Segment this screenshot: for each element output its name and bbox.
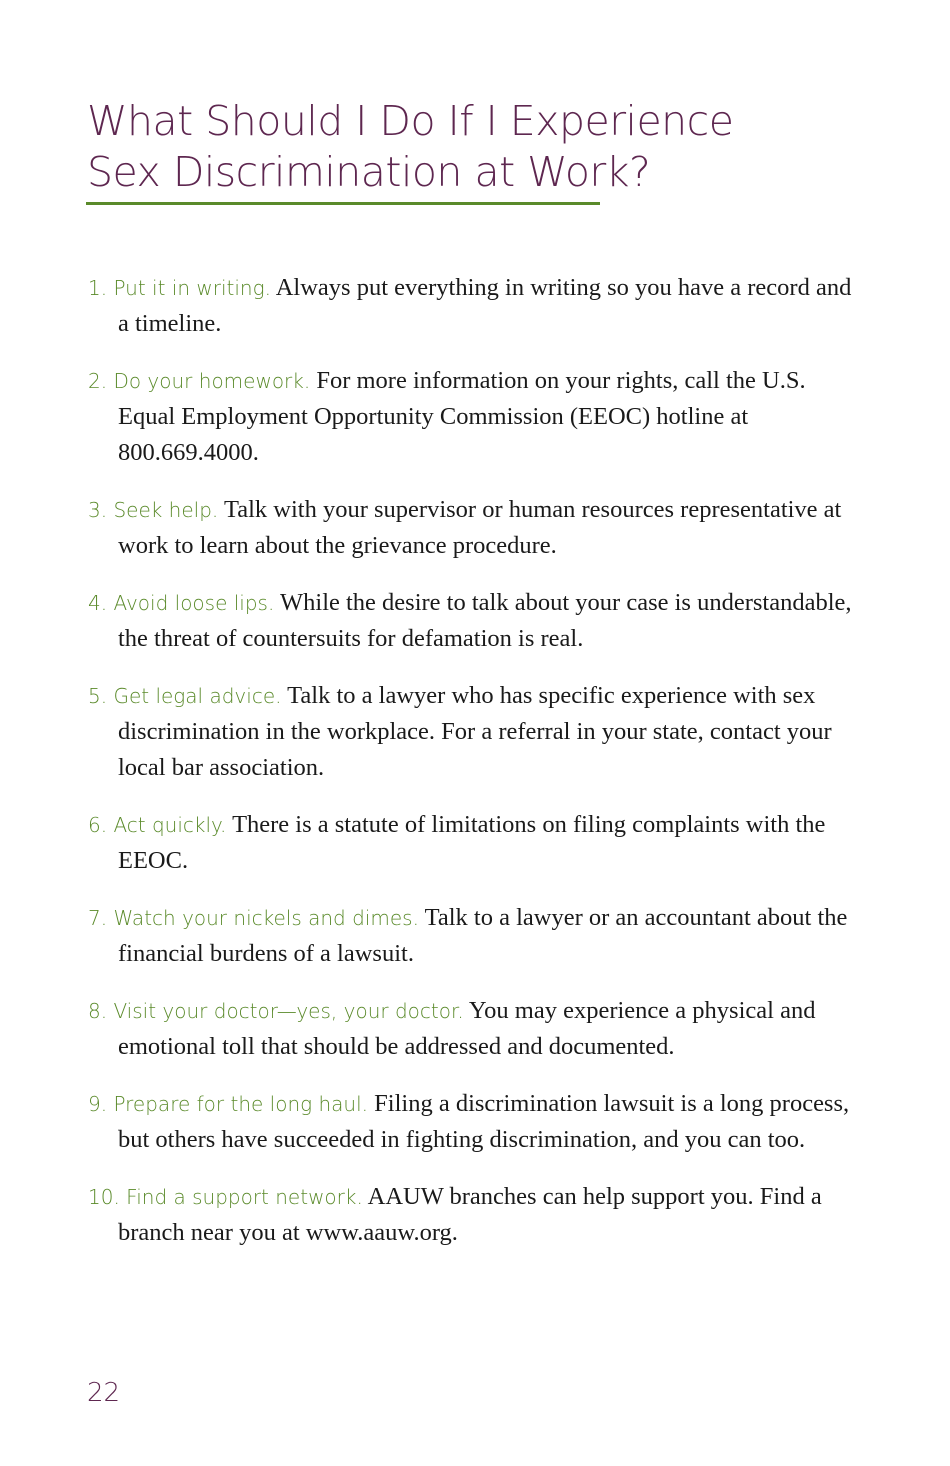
list-item [88,900,866,972]
list-item [88,492,866,564]
list-item [88,270,866,342]
list-item [88,678,866,786]
item-text: Talk with your supervisor or human resources representative at work to learn about the grievance procedure. [118,496,842,559]
list-item [88,585,866,657]
item-text: While the desire to talk about your case is understandable, the threat of countersuits for defamation is real. [118,589,852,652]
page-title [87,96,733,198]
item-lead: 10. Find a support network. [88,1185,363,1209]
page-number: 22 [87,1378,121,1408]
item-lead: 2. Do your homework. [88,369,311,393]
item-lead: 4. Avoid loose lips. [88,591,275,615]
title-line-1: What Should I Do If I Experience [87,97,734,145]
item-text: There is a statute of limitations on filing complaints with the EEOC. [118,811,826,874]
item-lead: 9. Prepare for the long haul. [88,1092,369,1116]
list-item [88,993,866,1065]
item-text: Talk to a lawyer who has specific experience with sex discrimination in the workplace. For a referral in your state, contact your local bar association. [118,682,832,781]
title-underline [86,202,600,205]
list-item [88,363,866,471]
item-lead: 1. Put it in writing. [88,276,271,300]
title-line-2: Sex Discrimination at Work? [87,148,651,196]
list-item [88,1086,866,1158]
item-lead: 7. Watch your nickels and dimes. [88,906,419,930]
item-text: You may experience a physical and emotional toll that should be addressed and documented. [118,997,816,1060]
list-item [88,807,866,879]
item-text: AAUW branches can help support you. Find a branch near you at www.aauw.org. [118,1183,822,1246]
item-text: Talk to a lawyer or an accountant about the financial burdens of a lawsuit. [118,904,848,967]
item-lead: 5. Get legal advice. [88,684,282,708]
item-lead: 8. Visit your doctor—yes, your doctor. [88,999,464,1023]
advice-list [88,270,866,1272]
item-text: Always put everything in writing so you have a record and a timeline. [118,274,852,337]
item-text: For more information on your rights, call the U.S. Equal Employment Opportunity Commission (EEOC) hotline at 800.669.4000. [118,367,806,466]
list-item [88,1179,866,1251]
item-text: Filing a discrimination lawsuit is a long process, but others have succeeded in fighting discrimination, and you can too. [118,1090,850,1153]
item-lead: 6. Act quickly. [88,813,227,837]
item-lead: 3. Seek help. [88,498,219,522]
